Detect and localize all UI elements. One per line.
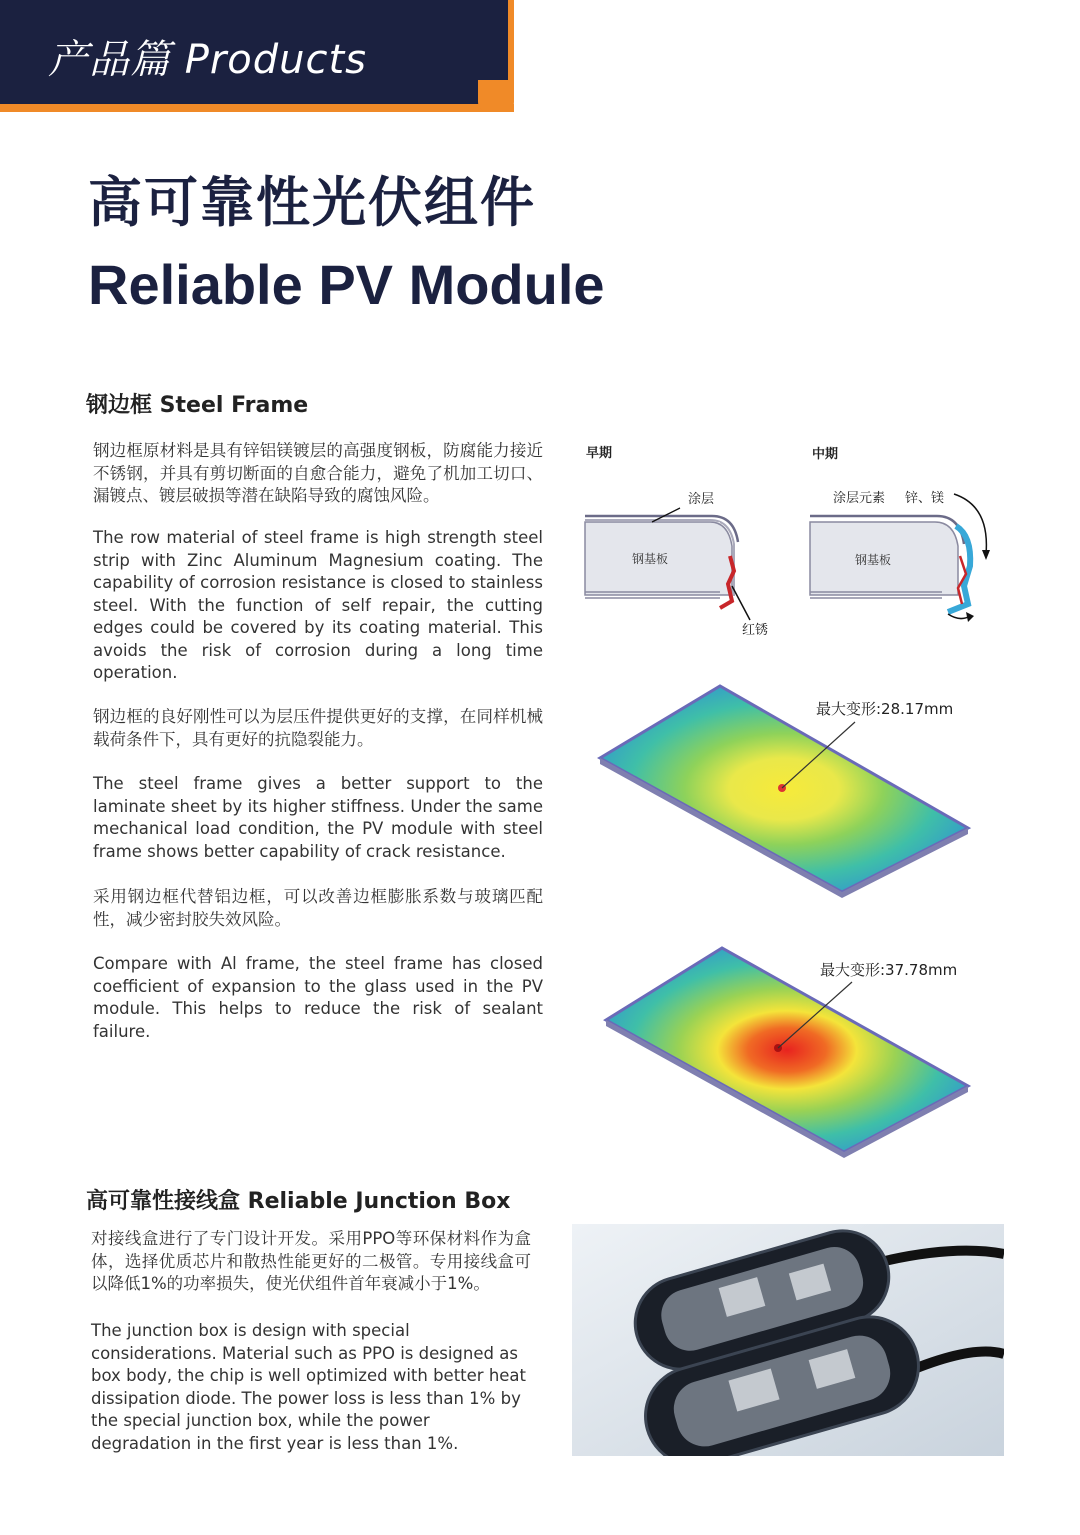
steel-frame-p3-en: Compare with Al frame, the steel frame has closed coefficient of expansion to the glass used in the PV module. This helps to reduce the risk of sealant failure.	[93, 954, 543, 1041]
steel-frame-p3-cn: 采用钢边框代替铝边框，可以改善边框膨胀系数与玻璃匹配性，减少密封胶失效风险。	[93, 887, 543, 929]
max-deformation-label-1: 最大变形:28.17mm	[816, 700, 954, 718]
junction-box-p1-en: The junction box is design with special considerations. Material such as PPO is designed as box body, the chip is well optimized with better heat dissipation diode. The power loss is less than 1% by the special junction box, while the power degradation in the first year is less than 1%.	[91, 1321, 527, 1453]
deformation-plot-2	[590, 938, 990, 1168]
page-title-cn: 高可靠性光伏组件	[88, 171, 536, 234]
substrate-label-2: 钢基板	[855, 553, 892, 567]
zinc-mg-label: 锌、镁	[905, 491, 945, 506]
deformation-plot-1	[580, 676, 980, 906]
coating-elements-label: 涂层元素	[833, 491, 886, 506]
red-rust-label: 红锈	[742, 623, 769, 638]
steel-frame-p1-cn: 钢边框原材料是具有锌铝镁镀层的高强度钢板，防腐能力接近不锈钢，并具有剪切断面的自愈合能力，避免了机加工切口、漏镀点、镀层破损等潜在缺陷导致的腐蚀风险。	[93, 441, 543, 505]
steel-frame-p2-cn: 钢边框的良好刚性可以为层压件提供更好的支撑，在同样机械载荷条件下，具有更好的抗隐裂能力。	[93, 707, 543, 749]
header-orange-accent	[508, 0, 514, 90]
junction-box-heading: 高可靠性接线盒 Reliable Junction Box	[86, 1189, 511, 1214]
header-orange-underline	[0, 104, 514, 112]
header-title: 产品篇 Products	[48, 37, 368, 83]
steel-frame-p2-en: The steel frame gives a better support to the laminate sheet by its higher stiffness. Under the same mechanical load condition, the PV module with steel frame shows better capability of crack resistance.	[93, 774, 543, 861]
steel-frame-p1-en: The row material of steel frame is high strength steel strip with Zinc Aluminum Magnesium coating. The capability of corrosion resistance is closed to stainless steel. With the function of self repair, the cutting edges could be covered by its coating material. This avoids the risk of corrosion during a long time operation.	[93, 528, 543, 682]
early-label: 早期	[586, 446, 613, 461]
page-title-en: Reliable PV Module	[88, 253, 605, 316]
junction-box-p1-cn: 对接线盒进行了专门设计开发。采用PPO等环保材料作为盒体，选择优质芯片和散热性能更好的二极管。专用接线盒可以降低1%的功率损失，使光伏组件首年衰减小于1%。	[91, 1229, 531, 1293]
substrate-label-1: 钢基板	[632, 552, 669, 566]
junction-box-photo	[572, 1224, 1004, 1456]
header-orange-corner	[478, 80, 514, 112]
coating-label: 涂层	[688, 492, 715, 507]
middle-label: 中期	[812, 447, 839, 462]
steel-frame-heading: 钢边框 Steel Frame	[86, 393, 309, 418]
corrosion-diagram	[570, 436, 1010, 646]
max-deformation-label-2: 最大变形:37.78mm	[820, 961, 958, 979]
